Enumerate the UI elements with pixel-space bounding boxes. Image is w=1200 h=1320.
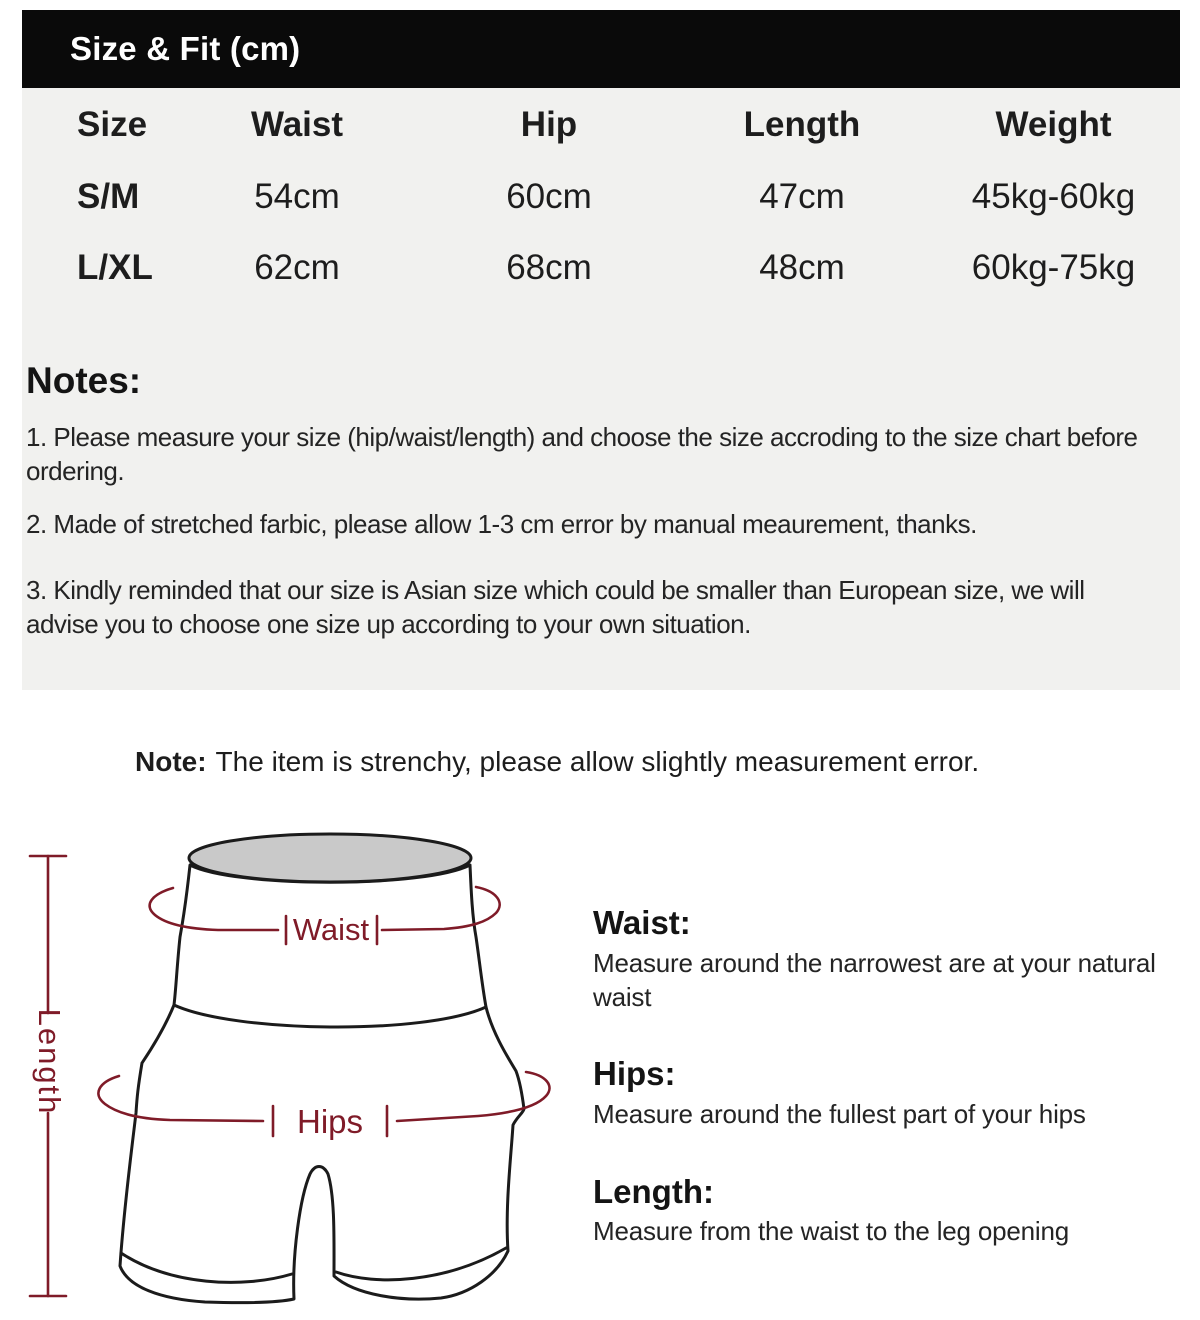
waist-diagram-label: Waist: [292, 912, 370, 947]
column-header-size: Size: [77, 105, 148, 144]
guide-length-description: Measure from the waist to the leg opening: [593, 1216, 1069, 1246]
hip-cell: 68cm: [506, 248, 592, 287]
guide-waist-label: Waist:: [593, 904, 691, 941]
hips-diagram-label: Hips: [296, 1103, 364, 1140]
size-panel: [22, 88, 1180, 690]
note-item: 1. Please measure your size (hip/waist/length) and choose the size accroding to the size chart before ordering.: [26, 422, 1138, 486]
note-item: 3. Kindly reminded that our size is Asian size which could be smaller than European size, we will advise you to choose one size up according to your own situation.: [26, 575, 1085, 639]
table-row: [22, 173, 1180, 221]
size-cell: S/M: [77, 177, 140, 216]
guide-length-label: Length:: [593, 1173, 714, 1210]
notes-heading: Notes:: [26, 360, 142, 401]
length-cell: 47cm: [759, 177, 845, 216]
column-header-length: Length: [743, 105, 861, 144]
table-row: [22, 244, 1180, 292]
weight-cell: 45kg-60kg: [971, 177, 1136, 216]
page-title: Size & Fit (cm): [70, 30, 301, 67]
stretch-note-label: Note:: [135, 746, 207, 777]
note-item: 2. Made of stretched farbic, please allow 1-3 cm error by manual meaurement, thanks.: [26, 509, 977, 539]
column-header-weight: Weight: [995, 105, 1112, 144]
hip-cell: 60cm: [506, 177, 592, 216]
column-header-hip: Hip: [520, 105, 578, 144]
shorts-measurement-diagram: [20, 825, 600, 1320]
weight-cell: 60kg-75kg: [971, 248, 1136, 287]
length-diagram-label: Length: [32, 1008, 67, 1116]
waistband-opening: [189, 834, 471, 882]
waist-cell: 62cm: [254, 248, 340, 287]
guide-hips-description: Measure around the fullest part of your hips: [593, 1099, 1086, 1129]
size-cell: L/XL: [77, 248, 153, 287]
table-header-row: [22, 101, 1180, 149]
title-bar: [22, 10, 1180, 88]
length-cell: 48cm: [759, 248, 845, 287]
stretch-note: [135, 744, 979, 780]
stretch-note-text: The item is strenchy, please allow slightly measurement error.: [215, 746, 980, 777]
column-header-waist: Waist: [250, 105, 344, 144]
waist-cell: 54cm: [254, 177, 340, 216]
guide-waist-description: Measure around the narrowest are at your natural waist: [593, 948, 1156, 1012]
guide-hips-label: Hips:: [593, 1055, 676, 1092]
